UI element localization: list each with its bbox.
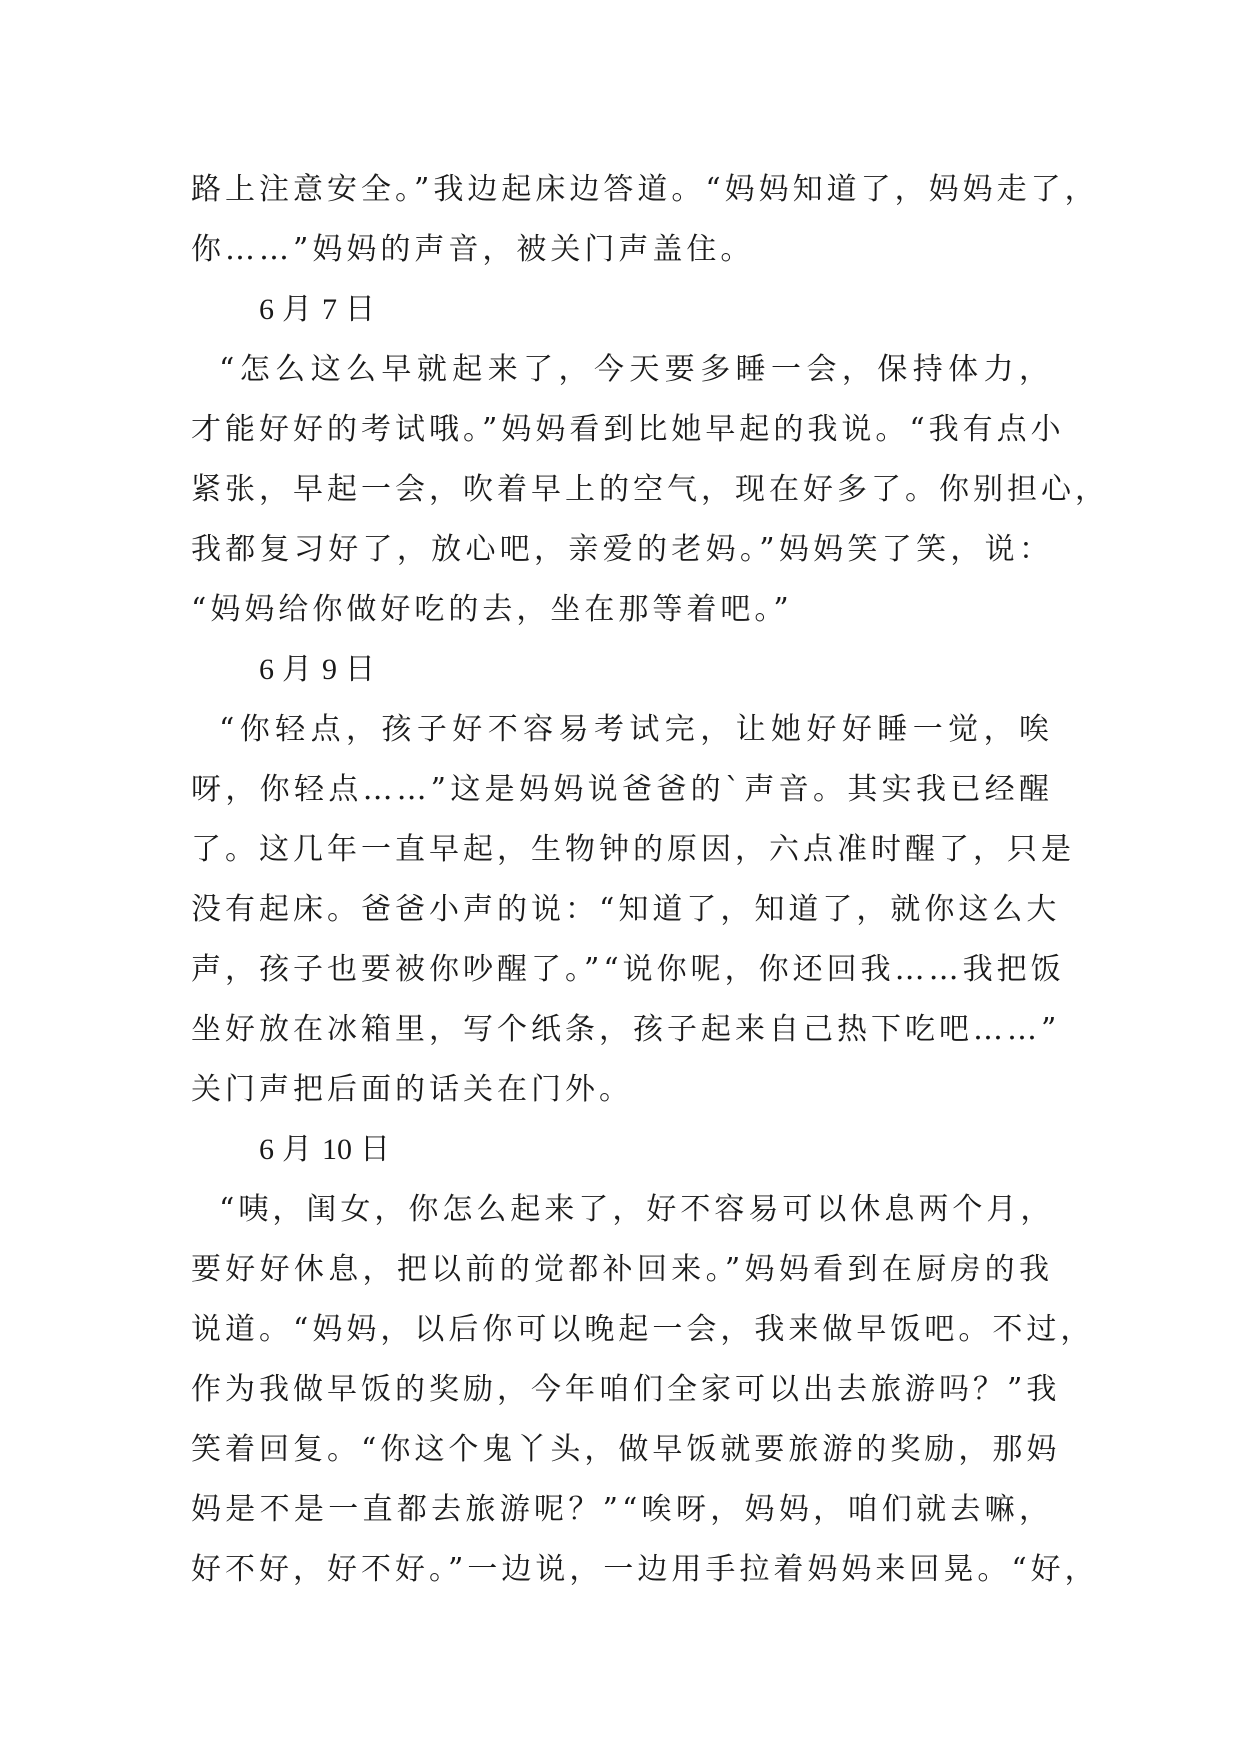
day-label: 日 — [345, 292, 377, 327]
text-line: 呀，你轻点……”这是妈妈说爸爸的`声音。其实我已经醒 — [191, 772, 1053, 807]
text-line: 我都复习好了，放心吧，亲爱的老妈。”妈妈笑了笑，说： — [191, 532, 1053, 567]
date-heading — [191, 280, 1053, 340]
month-label: 月 — [282, 1132, 314, 1167]
text-line: 关门声把后面的话关在门外。 — [191, 1072, 633, 1107]
text-line: 要好好休息，把以前的觉都补回来。”妈妈看到在厨房的我 — [191, 1252, 1053, 1287]
paragraph — [191, 1180, 1099, 1600]
text-line: 紧张，早起一会，吹着早上的空气，现在好多了。你别担心， — [191, 472, 1109, 507]
paragraph — [191, 160, 1099, 280]
date-heading — [191, 1120, 1053, 1180]
text-line: “你轻点，孩子好不容易考试完，让她好好睡一觉，唉 — [219, 712, 1053, 747]
text-line: 路上注意安全。”我边起床边答道。“妈妈知道了，妈妈走了， — [191, 172, 1099, 207]
day-label: 日 — [360, 1132, 392, 1167]
date-day: 10 — [322, 1133, 352, 1166]
text-line: 没有起床。爸爸小声的说：“知道了，知道了，就你这么大 — [191, 892, 1061, 927]
text-line: 好不好，好不好。”一边说，一边用手拉着妈妈来回晃。“好， — [191, 1552, 1099, 1587]
date-month: 6 — [259, 293, 274, 326]
text-line: 坐好放在冰箱里，写个纸条，孩子起来自己热下吃吧……” — [191, 1012, 1061, 1047]
document-body — [191, 160, 1109, 1600]
text-line: 才能好好的考试哦。”妈妈看到比她早起的我说。“我有点小 — [191, 412, 1065, 447]
text-line: 笑着回复。“你这个鬼丫头，做早饭就要旅游的奖励，那妈 — [191, 1432, 1061, 1467]
day-label: 日 — [345, 652, 377, 687]
text-line: 了。这几年一直早起，生物钟的原因，六点准时醒了，只是 — [191, 832, 1075, 867]
paragraph — [191, 700, 1075, 1120]
text-line: “咦，闺女，你怎么起来了，好不容易可以休息两个月， — [219, 1192, 1055, 1227]
text-line: 作为我做早饭的奖励，今年咱们全家可以出去旅游吗？”我 — [191, 1372, 1061, 1407]
text-line: 你……”妈妈的声音，被关门声盖住。 — [191, 232, 755, 267]
text-line: “怎么这么早就起来了，今天要多睡一会，保持体力， — [219, 352, 1053, 387]
month-label: 月 — [282, 652, 314, 687]
text-line: “妈妈给你做好吃的去，坐在那等着吧。” — [191, 592, 793, 627]
date-month: 6 — [259, 1133, 274, 1166]
text-line: 说道。“妈妈，以后你可以晚起一会，我来做早饭吧。不过， — [191, 1312, 1095, 1347]
date-month: 6 — [259, 653, 274, 686]
date-day: 9 — [322, 653, 337, 686]
date-day: 7 — [322, 293, 337, 326]
paragraph — [191, 340, 1109, 640]
month-label: 月 — [282, 292, 314, 327]
text-line: 声，孩子也要被你吵醒了。”“说你呢，你还回我……我把饭 — [191, 952, 1065, 987]
date-heading — [191, 640, 1053, 700]
text-line: 妈是不是一直都去旅游呢？”“唉呀，妈妈，咱们就去嘛， — [191, 1492, 1053, 1527]
